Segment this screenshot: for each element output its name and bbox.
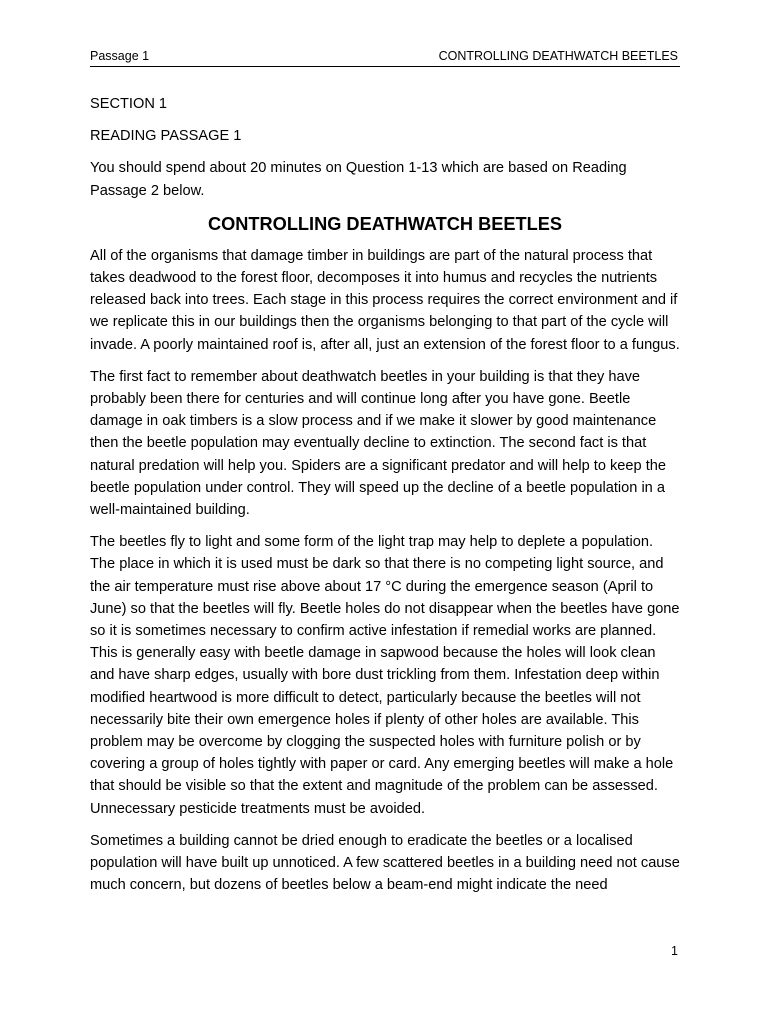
header-passage-label: Passage 1 <box>90 49 150 63</box>
section-label: SECTION 1 <box>90 96 168 112</box>
paragraph: Sometimes a building cannot be dried enough to eradicate the beetles or a localised population will have built up unnoticed. A few scattered beetles in a building need not cause much concern, but dozens of beetles below a beam-end might indicate the need <box>90 832 680 894</box>
paragraph: The beetles fly to light and some form of the light trap may help to deplete a population. The place in which it is used must be dark so that there is no competing light source, and the air temperature must rise above about 17 °C during the emergence season (April to June) so that the beetles will fly. Beetle holes do not disappear when the beetles have gone so it is sometimes necessary to confirm active infestation if remedial works are planned. This is generally easy with beetle damage in sapwood because the holes will look clean and have sharp edges, usually with bore dust trickling from them. Infestation deep within modified heartwood is more difficult to detect, particularly because the beetles will not necessarily bite their own emergence holes if plenty of other holes are available. This problem may be overcome by clogging the suspected holes with furniture polish or by covering a group of holes tightly with paper or card. Any emerging beetles will make a hole that should be visible so that the extent and magnitude of the problem can be assessed. Unnecessary pesticide treatments must be avoided. <box>90 534 680 817</box>
page-content <box>90 93 680 907</box>
passage-title: CONTROLLING DEATHWATCH BEETLES <box>208 213 562 234</box>
header-title: CONTROLLING DEATHWATCH BEETLES <box>438 49 678 63</box>
paragraph: The first fact to remember about deathwatch beetles in your building is that they have probably been there for centuries and will continue long after you have gone. Beetle damage in oak timbers is a slow process and if we make it slower by good maintenance then the beetle population may eventually decline to extinction. The second fact is that natural predation will help you. Spiders are a significant predator and will help to keep the beetle population under control. They will speed up the decline of a beetle population in a well-maintained building. <box>90 368 666 519</box>
paragraph: All of the organisms that damage timber in buildings are part of the natural process that takes deadwood to the forest floor, decomposes it into humus and recycles the nutrients released back into trees. Each stage in this process requires the correct environment and if we replicate this in our buildings then the organisms belonging to that part of the cycle will invade. A poorly maintained roof is, after all, just an extension of the forest floor to a fungus. <box>90 247 680 353</box>
instruction-text: You should spend about 20 minutes on Question 1-13 which are based on Reading Passage 2 below. <box>90 160 627 199</box>
page-header <box>90 47 680 67</box>
page-number: 1 <box>671 944 678 958</box>
reading-passage-label: READING PASSAGE 1 <box>90 128 242 145</box>
